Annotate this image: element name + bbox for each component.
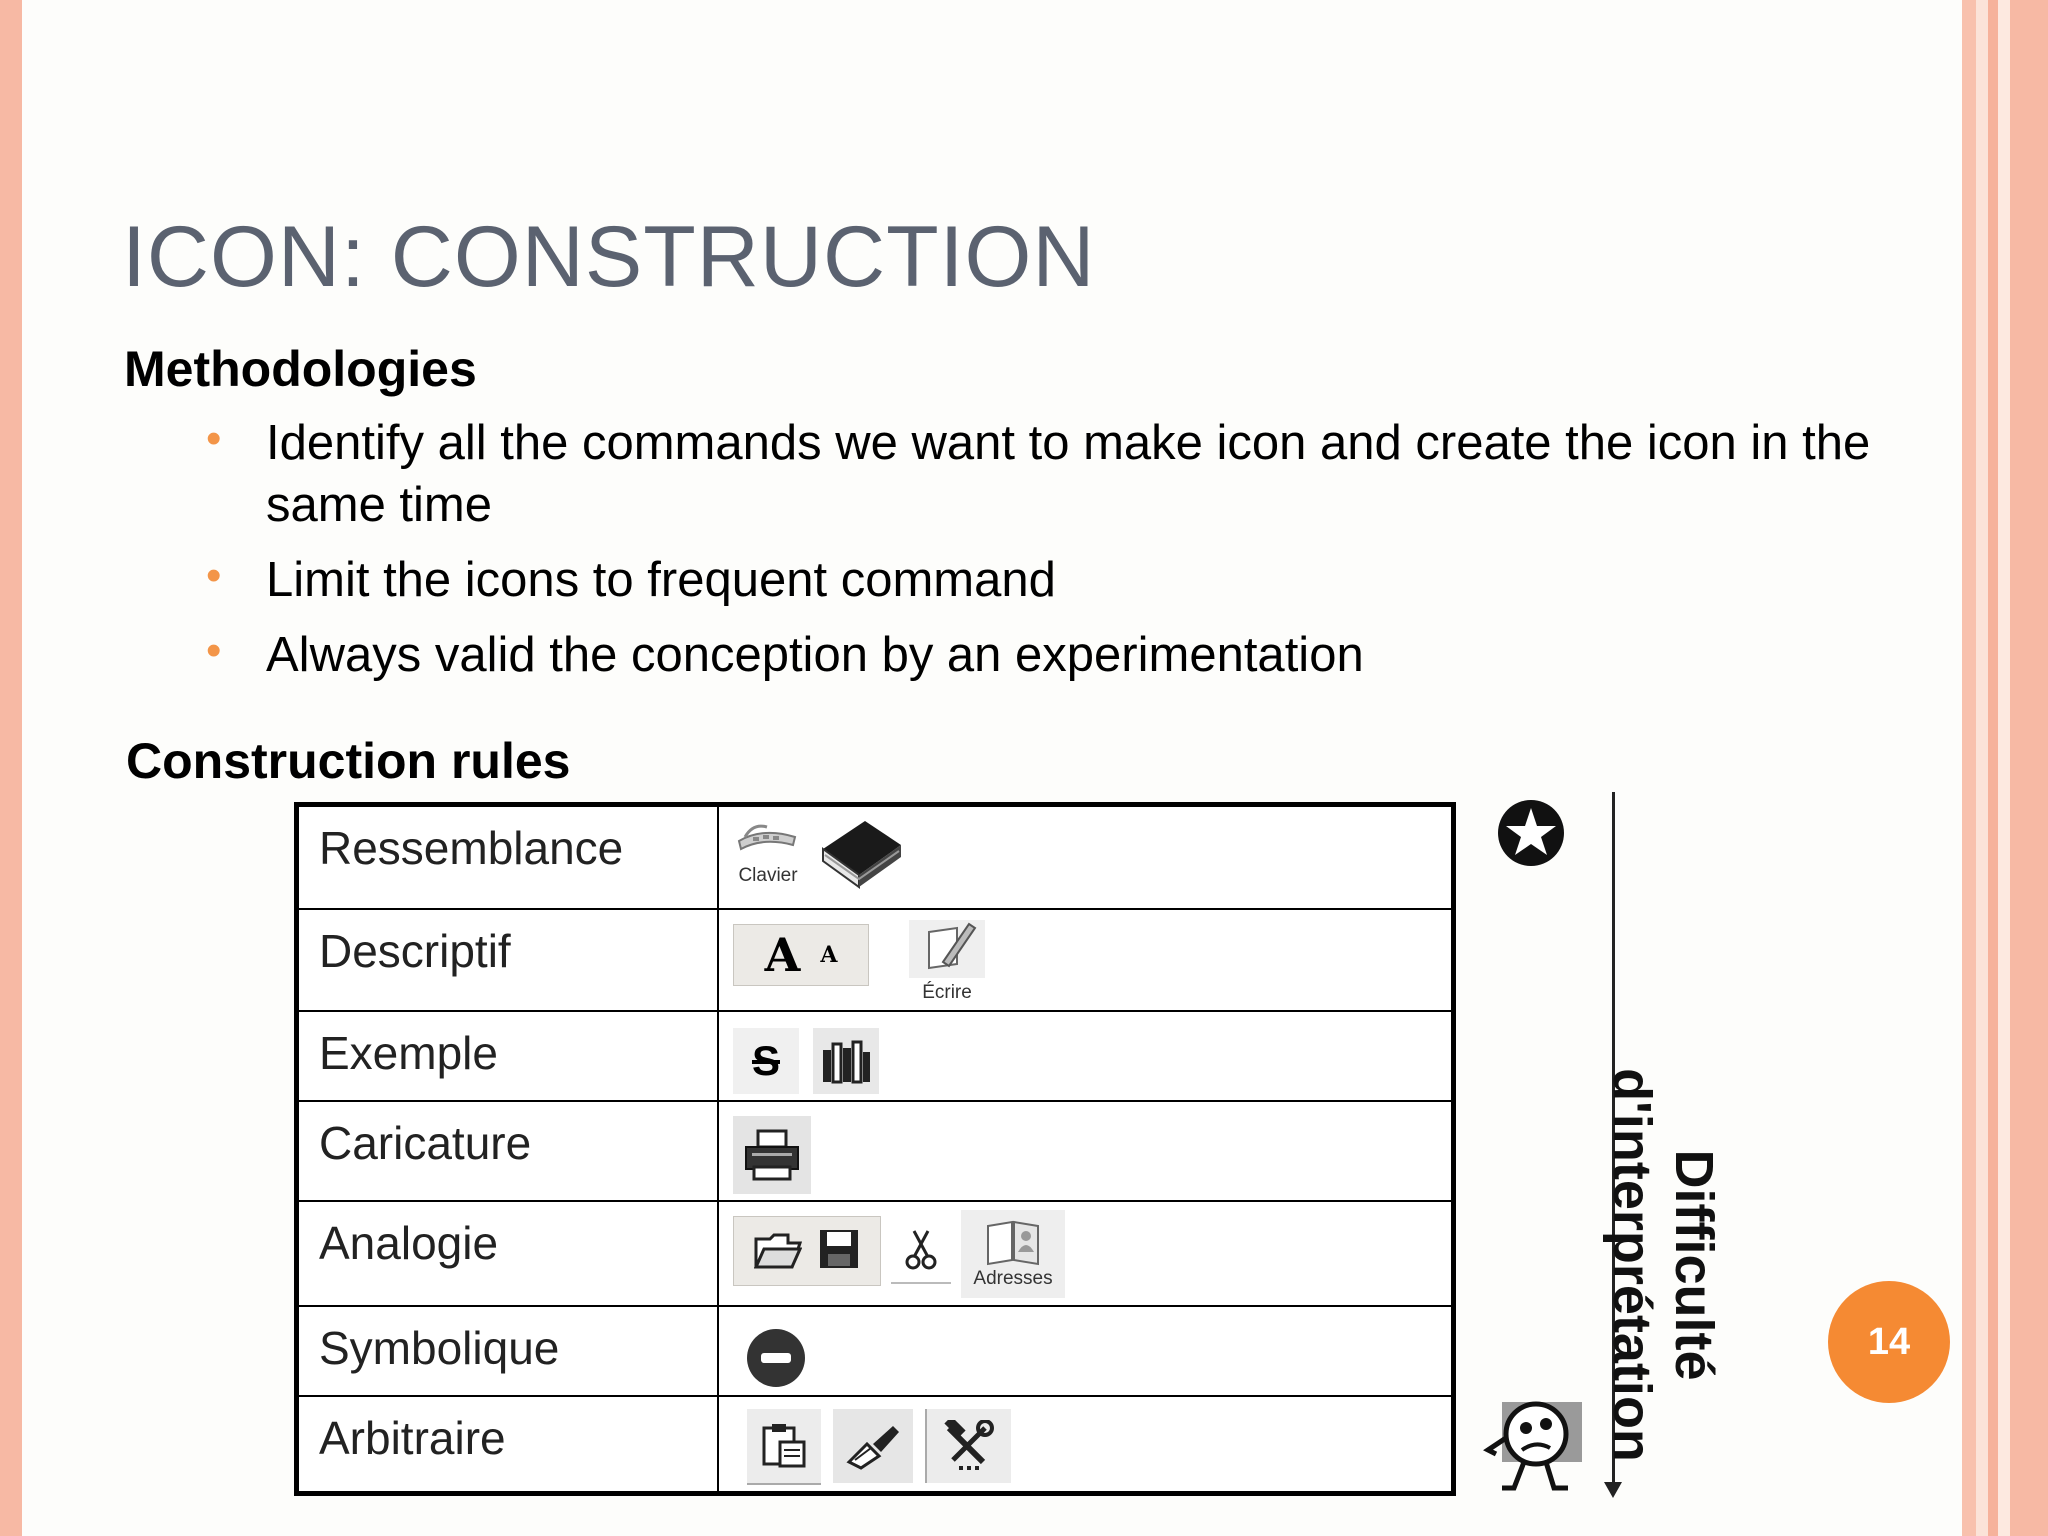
open-folder-icon [754,1229,802,1274]
table-row [297,1396,1454,1494]
write-icon [907,918,987,1004]
rule-icons [718,1201,1454,1306]
bullet-dot-icon: • [206,551,222,600]
left-border-decoration [0,0,22,1536]
bullet-text: Limit the icons to frequent command [266,553,1056,607]
bullet-dot-icon: • [206,626,222,675]
printer-icon [733,1116,811,1194]
rule-label: Descriptif [297,909,719,1012]
table-row [297,1201,1454,1306]
brush-icon [833,1409,913,1483]
bullet-item [200,412,1880,536]
save-icon [818,1228,860,1275]
tools-icon [925,1409,1011,1483]
book-icon [817,815,907,901]
methodologies-heading: Methodologies [124,341,477,397]
bullet-list [200,412,1880,699]
library-icon [813,1028,879,1094]
rule-icons [718,909,1454,1012]
rule-label: Exemple [297,1011,719,1101]
bullet-text: Always valid the conception by an experimentation [266,628,1364,682]
rule-label: Arbitraire [297,1396,719,1494]
stop-icon [745,1327,807,1389]
right-border-decoration [1958,0,2048,1536]
keyboard-caption: Clavier [738,865,798,886]
rule-label: Analogie [297,1201,719,1306]
page-number-badge: 14 [1828,1281,1950,1403]
table-row [297,909,1454,1012]
bullet-item [200,549,1880,611]
rule-label: Symbolique [297,1306,719,1396]
write-caption: Écrire [922,981,972,1003]
rule-label: Caricature [297,1101,719,1201]
construction-rules-heading: Construction rules [126,733,571,789]
address-book-caption: Adresses [973,1268,1053,1290]
open-save-group [733,1216,881,1286]
rule-icons [718,1011,1454,1101]
paste-icon [747,1409,821,1485]
strikethrough-icon [733,1028,799,1094]
rule-label: Ressemblance [297,805,719,909]
address-book-icon [961,1210,1065,1298]
bullet-dot-icon: • [206,414,222,463]
axis-label-line2: d'interprétation [1602,1068,1662,1462]
rule-icons [718,805,1454,909]
font-shrink-glyph: A [820,941,838,968]
rule-icons [718,1306,1454,1396]
confused-face-icon [1480,1398,1590,1499]
rule-icons [718,1101,1454,1201]
axis-label-line1: Difficulté [1664,1149,1724,1381]
table-row [297,1306,1454,1396]
star-icon [1496,798,1566,873]
font-size-icon [733,924,869,986]
rule-icons [718,1396,1454,1494]
font-grow-glyph: A [764,927,801,982]
keyboard-icon [733,815,803,887]
bullet-item [200,624,1880,686]
strikethrough-glyph: S [751,1037,780,1085]
table-row [297,1011,1454,1101]
construction-rules-table [294,802,1456,1496]
table-row [297,805,1454,909]
slide-title: ICON: CONSTRUCTION [122,209,1096,305]
table-row [297,1101,1454,1201]
scissors-icon [891,1216,951,1284]
bullet-text: Identify all the commands we want to make icon and create the icon in the same time [266,416,1871,532]
